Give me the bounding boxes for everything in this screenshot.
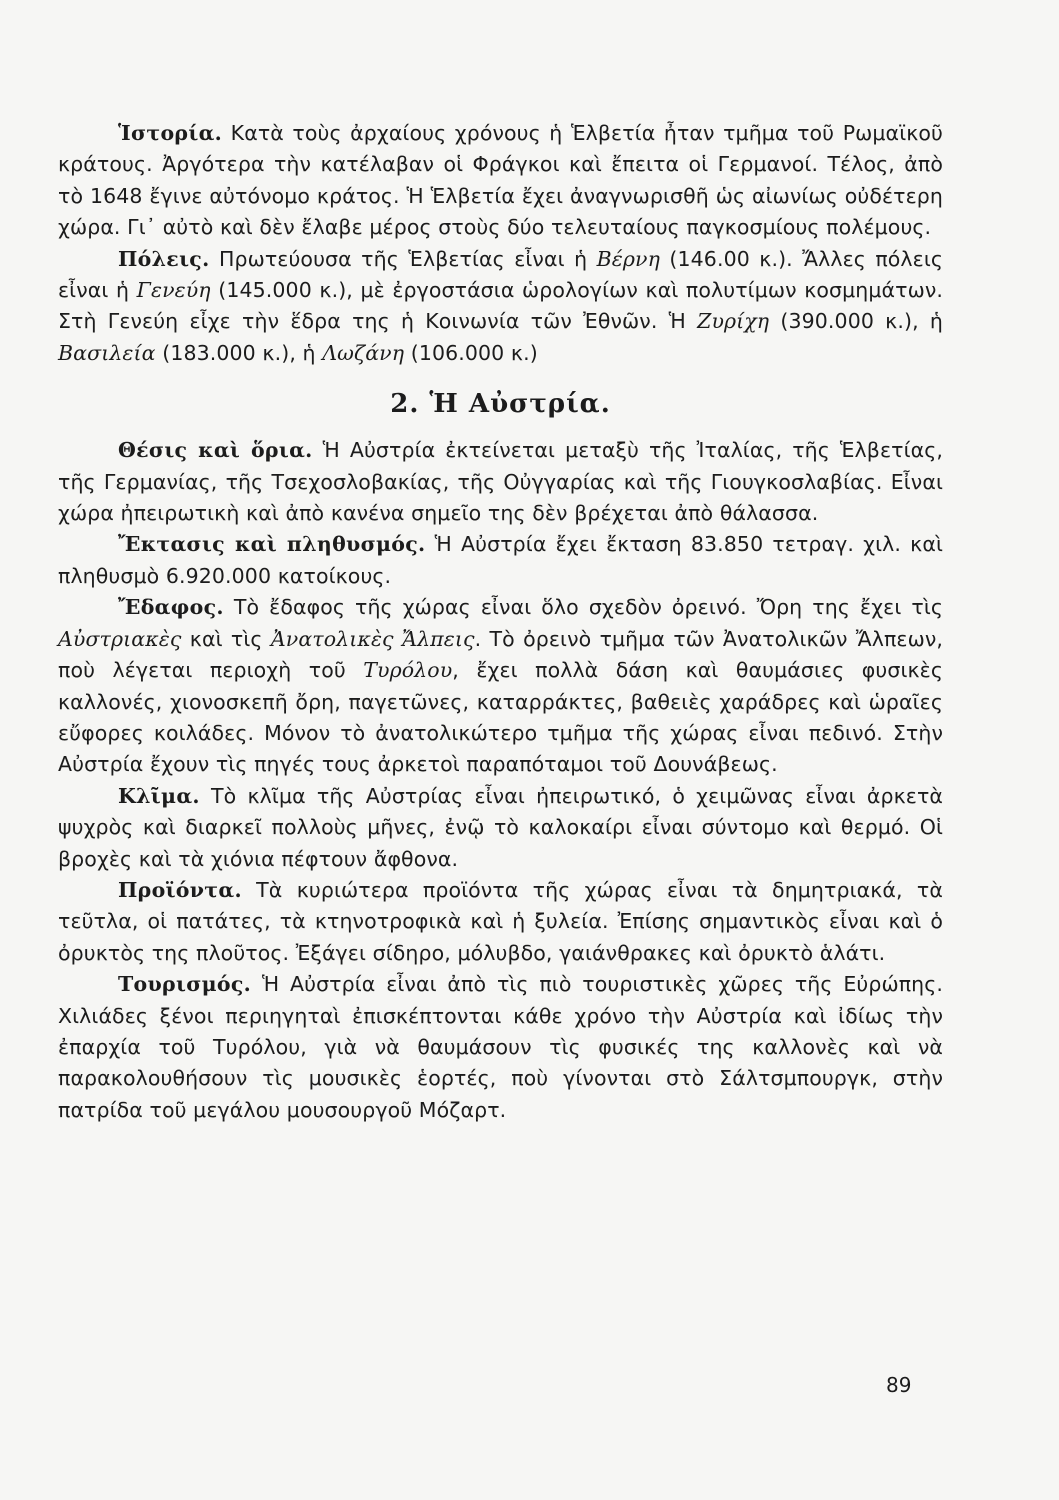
text-cities: (390.000 κ.), ἡ [769,309,943,334]
text-area: Ἡ Αὐστρία ἔχει ἔκταση 83.850 τετραγ. χιλ. καὶ πληθυσμὸ 6.920.000 κατοίκους. [58,532,943,588]
text-cities: (183.000 κ.), ἡ [155,340,323,365]
heading-products: Προϊόντα. [118,877,242,902]
heading-history: Ἱστορία. [118,121,223,145]
heading-cities: Πόλεις. [118,246,210,271]
paragraph-tourism [58,969,943,1126]
alps-eastern: Ἀνατολικὲς Ἄλπεις [270,626,475,651]
paragraph-cities [58,244,943,370]
text-tourism: Ἡ Αὐστρία εἶναι ἀπὸ τὶς πιὸ τουριστικὲς χῶρες τῆς Εὐρώπης. Χιλιάδες ξένοι περιηγηταὶ ἐπισκέπτονται κάθε χρόνο τὴν Αὐστρία καὶ ἰδίως τὴν ἐπαρχία τοῦ Τυρόλου, γιὰ νὰ θαυμάσουν τὶς φυσικές της καλλονὲς καὶ νὰ παρακολουθήσουν τὶς μουσικὲς ἑορτές, ποὺ γίνονται στὸ Σάλτσμπουργκ, στὴν πατρίδα τοῦ μεγάλου μουσουργοῦ Μόζαρτ. [58,972,943,1122]
paragraph-history [58,118,943,244]
city-geneva: Γενεύη [136,278,211,303]
alps-austrian: Αὐστριακὲς [58,626,182,651]
heading-climate: Κλῖμα. [118,783,200,808]
city-zurich: Ζυρίχη [697,309,770,334]
paragraph-products [58,875,943,969]
paragraph-position [58,435,943,529]
text-history: Κατὰ τοὺς ἀρχαίους χρόνους ἡ Ἑλβετία ἦταν τμῆμα τοῦ Ρωμαϊκοῦ κράτους. Ἀργότερα τὴν κατέλαβαν οἱ Φράγκοι καὶ ἔπειτα οἱ Γερμανοί. Τέλος, ἀπὸ τὸ 1648 ἔγινε αὐτόνομο κράτος. Ἡ Ἑλβετία ἔχει ἀναγνωρισθῆ ὡς αἰωνίως οὐδέτερη χώρα. Γι᾽ αὐτὸ καὶ δὲν ἔλαβε μέρος στοὺς δύο τελευταίους παγκοσμίους πολέμους. [58,121,943,240]
heading-position: Θέσις καὶ ὅρια. [118,438,313,463]
city-bern: Βέρνη [596,246,660,271]
paragraph-soil [58,592,943,780]
page-content [58,118,943,1126]
text-soil: . Τὸ ὀρεινὸ τμῆμα τῶν Ἀνατολικῶν Ἄλπεων, ποὺ λέγεται περιοχὴ τοῦ [58,626,944,683]
text-soil: Τὸ ἔδαφος τῆς χώρας εἶναι ὅλο σχεδὸν ὀρεινό. Ὄρη της ἔχει τὶς [223,595,943,620]
text-position: Ἡ Αὐστρία ἐκτείνεται μεταξὺ τῆς Ἰταλίας, τῆς Ἑλβετίας, τῆς Γερμανίας, τῆς Τσεχοσλοβακίας, τῆς Οὐγγαρίας καὶ τῆς Γιουγκοσλαβίας. Εἶναι χώρα ἠπειρωτικὴ καὶ ἀπὸ κανένα σημεῖο της δὲν βρέχεται ἀπὸ θάλασσα. [58,438,943,526]
city-basel: Βασιλεία [58,340,156,365]
text-products: Τὰ κυριώτερα προϊόντα τῆς χώρας εἶναι τὰ δημητριακά, τὰ τεῦτλα, οἱ πατάτες, τὰ κτηνοτροφικὰ καὶ ἡ ξυλεία. Ἐπίσης σημαντικὸς εἶναι καὶ ὁ ὀρυκτὸς της πλοῦτος. Ἐξάγει σίδηρο, μόλυβδο, γαιάνθρακες καὶ ὀρυκτὸ ἁλάτι. [58,877,943,965]
text-soil: καὶ τὶς [181,626,271,651]
heading-area: Ἔκτασις καὶ πληθυσμός. [118,532,426,557]
text-soil: , ἔχει πολλὰ δάση καὶ θαυμάσιες φυσικὲς καλλονές, χιονοσκεπῆ ὄρη, παγετῶνες, καταρράκτες, βαθειὲς χαράδρες καὶ ὡραῖες εὔφορες κοιλάδες. Μόνον τὸ ἀνατολικώτερο τμῆμα τῆς χώρας εἶναι πεδινό. Στὴν Αὐστρία ἔχουν τὶς πηγές τους ἀρκετοὶ παραπόταμοι τοῦ Δουνάβεως. [58,658,943,777]
text-cities: Πρωτεύουσα τῆς Ἑλβετίας εἶναι ἡ [209,246,597,271]
chapter-title: 2. Ἡ Αὐστρία. [390,389,611,420]
paragraph-climate [58,781,943,875]
city-lausanne: Λωζάνη [322,340,405,365]
text-cities: (146.00 κ.). Ἄλλες πόλεις εἶναι ἡ [58,246,943,303]
heading-tourism: Τουρισμός. [118,972,252,997]
text-climate: Τὸ κλῖμα τῆς Αὐστρίας εἶναι ἠπειρωτικό, ὁ χειμῶνας εἶναι ἀρκετὰ ψυχρὸς καὶ διαρκεῖ πολλοὺς μῆνες, ἐνῷ τὸ καλοκαίρι εἶναι σύντομο καὶ θερμό. Οἱ βροχὲς καὶ τὰ χιόνια πέφτουν ἄφθονα. [58,783,943,871]
page-number: 89 [886,1373,912,1397]
heading-soil: Ἔδαφος. [118,595,224,620]
paragraph-area [58,529,943,592]
text-cities: (145.000 κ.), μὲ ἐργοστάσια ὡρολογίων καὶ πολυτίμων κοσμημάτων. Στὴ Γενεύη εἶχε τὴν ἕδρα της ἡ Κοινωνία τῶν Ἐθνῶν. Ἡ [58,278,944,334]
text-cities: (106.000 κ.) [404,340,538,365]
region-tyrol: Τυρόλου [363,658,453,683]
